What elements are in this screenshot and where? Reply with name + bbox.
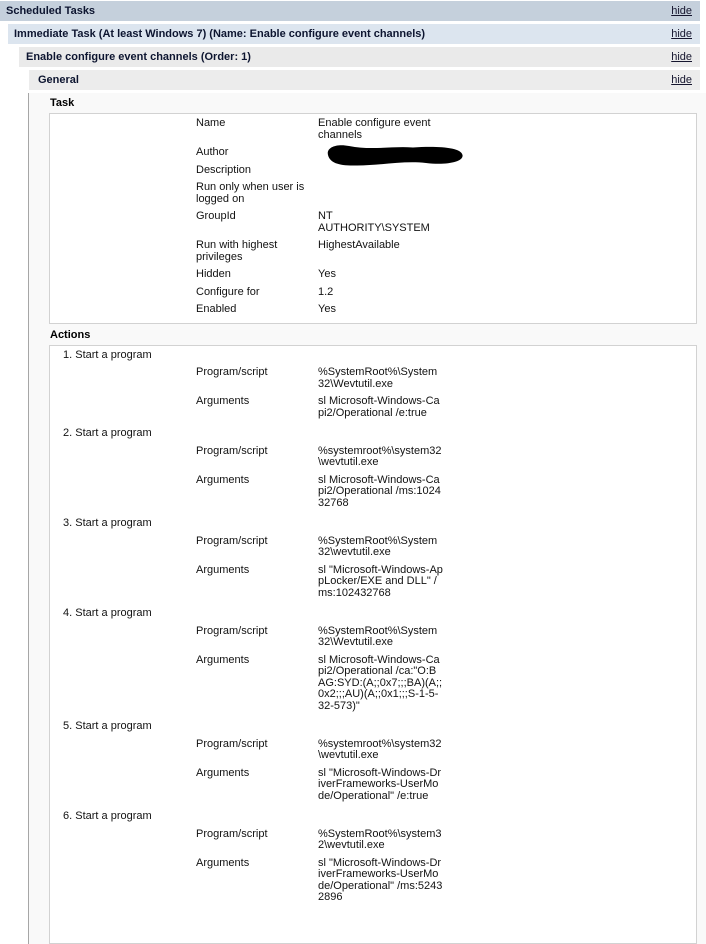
field-value	[318, 211, 443, 234]
field-value: sl Microsoft-Windows-Capi2/Operational /e:true	[318, 395, 440, 419]
action-title	[63, 811, 696, 823]
field-value-text: HighestAvailable	[318, 239, 400, 251]
action-type: Start a program	[75, 427, 152, 439]
action-number: 1.	[63, 348, 73, 361]
row-indent	[63, 655, 196, 713]
field-value	[318, 240, 443, 263]
field-label: Description	[196, 163, 252, 176]
field-value	[318, 118, 443, 141]
action-item	[63, 721, 696, 802]
row-indent	[50, 240, 196, 263]
action-arguments-row	[63, 565, 696, 600]
hide-link-task-instance[interactable]: hide	[671, 51, 692, 63]
field-value: sl "Microsoft-Windows-AppLocker/EXE and DLL" /ms:102432768	[318, 563, 443, 599]
action-number: 5.	[63, 720, 73, 732]
field-label: Arguments	[196, 856, 250, 869]
task-details-table	[49, 113, 697, 324]
section-header-immediate-task	[8, 24, 700, 44]
gpo-report	[0, 1, 706, 944]
action-type: Start a program	[75, 720, 152, 732]
field-value: %SystemRoot%\system32\wevtutil.exe	[318, 827, 442, 851]
field-value-text: Enable configure event channels	[318, 117, 431, 141]
action-arguments-row	[63, 768, 696, 803]
action-title	[63, 428, 696, 440]
field-label: Program/script	[196, 624, 268, 637]
task-row	[50, 287, 696, 299]
row-indent	[63, 626, 196, 649]
section-title: Enable configure event channels (Order: 1)	[26, 51, 251, 63]
field-label: Arguments	[196, 766, 250, 779]
action-number: 4.	[63, 607, 73, 619]
row-indent	[63, 768, 196, 803]
row-indent	[50, 287, 196, 299]
field-value: sl "Microsoft-Windows-DriverFrameworks-UserMode/Operational" /ms:52432896	[318, 856, 443, 903]
action-program-row	[63, 367, 696, 390]
action-type: Start a program	[75, 607, 152, 619]
hide-link-scheduled-tasks[interactable]: hide	[671, 5, 692, 17]
action-number: 6.	[63, 810, 73, 822]
field-value: %systemroot%\system32\wevtutil.exe	[318, 444, 442, 468]
field-value	[318, 147, 443, 159]
section-title: General	[38, 74, 79, 86]
field-label: Author	[196, 146, 229, 158]
task-row	[50, 211, 696, 234]
action-title	[63, 518, 696, 530]
field-value	[318, 269, 443, 281]
field-label: Name	[196, 117, 226, 129]
field-label: GroupId	[196, 210, 236, 222]
row-indent	[63, 446, 196, 469]
row-indent	[63, 396, 196, 419]
action-item	[63, 608, 696, 712]
action-type: Start a program	[75, 348, 152, 361]
task-row	[50, 269, 696, 281]
field-value: sl "Microsoft-Windows-DriverFrameworks-UserMode/Operational" /e:true	[318, 766, 442, 802]
action-type: Start a program	[75, 810, 152, 822]
action-arguments-row	[63, 396, 696, 419]
task-row	[50, 118, 696, 141]
row-indent	[63, 367, 196, 390]
action-item	[63, 518, 696, 599]
actions-heading: Actions	[50, 328, 91, 341]
row-indent	[63, 536, 196, 559]
action-item	[63, 428, 696, 509]
action-program-row	[63, 536, 696, 559]
task-row	[50, 147, 696, 159]
action-arguments-row	[63, 655, 696, 713]
field-label: Program/script	[196, 534, 268, 547]
field-label: Arguments	[196, 473, 250, 486]
field-label: Enabled	[196, 303, 237, 315]
row-indent	[63, 739, 196, 762]
field-label: Program/script	[196, 444, 268, 457]
action-type: Start a program	[75, 517, 152, 529]
field-value-text: Yes	[318, 268, 336, 280]
row-indent	[50, 118, 196, 141]
field-value-text: 1.2	[318, 285, 334, 298]
section-title: Immediate Task (At least Windows 7) (Name: Enable configure event channels)	[14, 28, 426, 40]
action-program-row	[63, 829, 696, 852]
row-indent	[63, 565, 196, 600]
field-value	[318, 165, 443, 177]
field-value: %SystemRoot%\System32\Wevtutil.exe	[318, 366, 438, 390]
field-label: Configure for	[196, 285, 260, 298]
field-value: %SystemRoot%\System32\wevtutil.exe	[318, 534, 438, 558]
row-indent	[63, 475, 196, 510]
action-title	[63, 608, 696, 620]
task-heading: Task	[50, 97, 75, 109]
general-section-content	[28, 93, 706, 944]
action-number: 3.	[63, 517, 73, 529]
row-indent	[50, 211, 196, 234]
task-row	[50, 165, 696, 177]
field-label: Arguments	[196, 395, 250, 407]
task-row	[50, 182, 696, 205]
row-indent	[50, 304, 196, 316]
row-indent	[50, 182, 196, 205]
field-label: Run only when user is logged on	[196, 181, 305, 205]
field-value: %systemroot%\system32\wevtutil.exe	[318, 737, 442, 761]
field-label: Program/script	[196, 737, 268, 750]
field-label: Arguments	[196, 653, 250, 666]
field-label: Run with highest privileges	[196, 239, 278, 263]
field-label: Program/script	[196, 366, 268, 378]
action-item	[63, 811, 696, 904]
row-indent	[63, 829, 196, 852]
row-indent	[50, 269, 196, 281]
actions-list	[49, 345, 697, 944]
action-number: 2.	[63, 427, 73, 439]
field-value: sl Microsoft-Windows-Capi2/Operational /ms:102432768	[318, 473, 441, 509]
action-title	[63, 721, 696, 733]
field-value	[318, 304, 443, 316]
row-indent	[63, 858, 196, 904]
action-program-row	[63, 739, 696, 762]
section-header-general	[29, 70, 700, 90]
action-arguments-row	[63, 475, 696, 510]
hide-link-immediate-task[interactable]: hide	[671, 28, 692, 40]
row-indent	[50, 165, 196, 177]
task-row	[50, 240, 696, 263]
field-value-text: Yes	[318, 303, 336, 315]
field-value: %SystemRoot%\System32\Wevtutil.exe	[318, 624, 438, 648]
section-header-scheduled-tasks	[0, 1, 700, 21]
action-program-row	[63, 626, 696, 649]
action-item	[63, 350, 696, 420]
field-value	[318, 182, 443, 205]
field-label: Arguments	[196, 563, 250, 576]
field-value	[318, 287, 443, 299]
section-header-task-instance	[19, 47, 700, 67]
field-label: Hidden	[196, 268, 231, 280]
section-title: Scheduled Tasks	[6, 5, 96, 17]
action-program-row	[63, 446, 696, 469]
action-title	[63, 350, 696, 362]
action-arguments-row	[63, 858, 696, 904]
field-value: sl Microsoft-Windows-Capi2/Operational /ca:"O:BAG:SYD:(A;;0x7;;;BA)(A;;0x2;;;AU)(A;;0x1;;;S-1-5-32-573)"	[318, 653, 443, 712]
task-row	[50, 304, 696, 316]
field-value-text: NT AUTHORITY\SYSTEM	[318, 210, 430, 234]
hide-link-general[interactable]: hide	[671, 74, 692, 86]
field-label: Program/script	[196, 827, 268, 840]
row-indent	[50, 147, 196, 159]
